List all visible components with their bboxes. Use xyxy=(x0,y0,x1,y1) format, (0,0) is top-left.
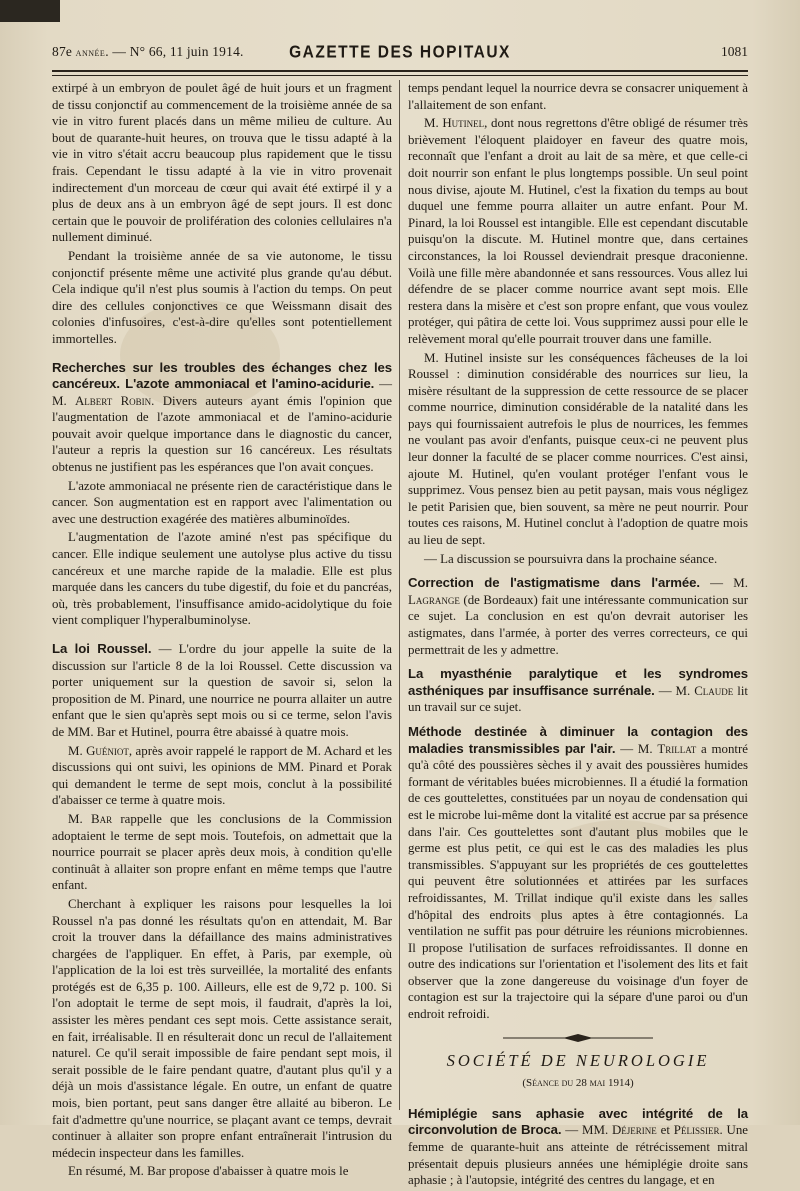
paragraph: L'azote ammoniacal ne présente rien de caractéristique dans le cancer. Son augmentation est en rapport avec l'alimentation ou avec une destruction exagérée des matières albuminoïdes. xyxy=(52,478,392,526)
paragraph: Pendant la troisième année de sa vie autonome, le tissu conjonctif présente même une activité plus grande qu'au début. Cela indique qu'il n'est plus soumis à l'action du temps. On peut dire des cellules conjonctives ce que Weissmann disait des colonies d'infusoires, c'est-à-dire qu'elles sont potentiellement immortelles. xyxy=(52,248,392,346)
author-name: Hutinel xyxy=(442,116,485,131)
seance-date xyxy=(408,1075,748,1092)
author-name: Albert Robin xyxy=(75,393,152,408)
paragraph-text: rappelle que les conclusions de la Commission adoptaient le terme de sept mois. Toutefois, on admettait que la nourrice pourrait se placer après deux mois, à condition qu'elle continuât à allaiter son propre enfant en même temps que l'autre enfant. xyxy=(52,811,392,893)
page-number: 1081 xyxy=(721,44,748,59)
issue-date: . — N° 66, 11 juin 1914. xyxy=(105,44,244,59)
edition: 87e xyxy=(52,44,76,59)
author-name: Guéniot xyxy=(86,743,129,758)
author-name: Lagrange xyxy=(408,592,460,607)
prefix: M. xyxy=(424,116,443,131)
section-title: Hémiplégie sans aphasie avec intégrité de la circonvolution de Broca. xyxy=(408,1105,748,1138)
conjunction: et xyxy=(656,1123,674,1138)
paragraph: L'augmentation de l'azote aminé n'est pas spécifique du cancer. Elle indique seulement une autolyse plus active du tissu cancéreux et une marche rapide de la maladie. Elle est plus marquée dans les cancers du tube digestif, du foie et du pancréas, où, très probablement, l'insuffisance amido-acidolytique du foie vient compliquer l'hyperalbuminolyse. xyxy=(52,530,392,628)
society-title: SOCIÉTÉ DE NEUROLOGIE xyxy=(446,1050,710,1070)
dash: — MM. xyxy=(561,1123,612,1138)
paragraph: En résumé, M. Bar propose d'abaisser à quatre mois le xyxy=(68,1164,349,1179)
seance-year: 1914) xyxy=(605,1077,634,1090)
paragraph: Cherchant à expliquer les raisons pour lesquelles la loi Roussel n'a pas donné les résultats qu'on en attendait, M. Bar croit la trouver dans la défaillance des mains administratives chargées de l'appliquer. En effet, à Paris, par exemple, où l'application de la loi est très surveillée, la mortalité des enfants protégés est de 6,35 p. 100. Ailleurs, elle est de 9,72 p. 100. Si l'on adoptait le terme de sept mois, il faudrait, d'après la loi, assister les mères pendant ces sept mois. Cette assistance serait, en fait, irréalisable. Il en résulterait donc un recul de l'allaitement naturel. Ce qu'il serait impossible de faire pendant sept mois, il serait possible de le faire pendant quatre, d'autant plus qu'il y a déjà un mois d'assistance légale. En outre, un enfant de quatre mois, bien portant, peut sans danger être allaité au biberon. Le fait d'admettre qu'une nourrice, se plaçant avant ce temps, devrait continuer à allaiter son propre enfant entraînerait l'intrusion du médecin inspecteur dans les familles. xyxy=(52,896,392,1160)
seance-month: mai xyxy=(589,1077,606,1090)
section-contagion xyxy=(408,724,748,1023)
paragraph: M. Hutinel insiste sur les conséquences fâcheuses de la loi Roussel : diminution considérable des nourrices sur lieu, la misère résultant de la suppression de cette ressource de se placer comme nourrice, diminution considérable de la natalité dans les pays qui fournissaient autrefois le plus de nourrices, les femmes ne voulant pas avoir d'enfants, puisque ceux-ci ne peuvent plus leur donner la faculté de se placer comme nourrices. C'est ainsi, ajoute M. Hutinel, qu'en voulant protéger l'enfant vous le supprimez. Vous pensez bien au petit paysan, mais vous négligez le petit Parisien que, bien souvent, sa mère ne peut nourrir. Pour toutes ces raisons, M. Hutinel conclut à l'adoption de quatre mois au lieu de sept. xyxy=(408,350,748,548)
seance-label: Séance du xyxy=(526,1077,574,1090)
dash: — M. xyxy=(699,576,748,591)
paragraph: — La discussion se poursuivra dans la prochaine séance. xyxy=(424,551,718,566)
section-cancer xyxy=(52,360,392,476)
dash: — M. xyxy=(654,683,695,698)
paragraph: temps pendant lequel la nourrice devra se consacrer uniquement à l'allaitement de son enfant. xyxy=(408,81,748,112)
paragraph xyxy=(408,115,748,347)
ornament-divider xyxy=(503,1033,653,1043)
binding-corner xyxy=(0,0,60,22)
author-name: Pélissier xyxy=(673,1123,720,1138)
left-column xyxy=(52,80,392,1182)
section-hemiplegie xyxy=(408,1106,748,1189)
paragraph xyxy=(52,743,392,809)
page-header xyxy=(52,44,748,66)
section-title: Correction de l'astigmatisme dans l'armée. xyxy=(408,575,700,591)
section-text: (de Bordeaux) fait une intéressante communication sur ce sujet. La conclusion en est qu'on devrait autoriser les astigmates, dans l'armée, à porter des verres correcteurs, ce qui permettrait de les y admettre. xyxy=(408,592,748,657)
section-myasthenie xyxy=(408,666,748,716)
section-text: a montré qu'à côté des poussières sèches il y avait des poussières humides formant de véritables buées microbiennes. Il a étudié la formation de ces gouttelettes, constituées par un noyau de condensation qui est le microbe lui-même dont la vitalité est accrue par sa présence dans l'air. Ces gouttelettes sont d'autant plus mobiles que le germe est plus petit, ce qui est le cas des maladies les plus transmissibles. S'appuyant sur les propriétés de ces gouttelettes qui peuvent être solutionnées et attirées par les surfaces refroidissantes, M. Trillat indique qu'il existe dans les salles d'hôpital des endroits plus aptes à être contagionnés. La ventilation ne suffit pas pour détruire les réunions microbiennes. Il propose l'utilisation de surfaces refroidissantes. Il donne en outre des indications sur l'orientation et l'isolement des lits et fait observer que la zone dangereuse du voisinage d'un foyer de contagion est sur la trajectoire qui la sépare d'une paroi ou d'un endroit refroidi. xyxy=(408,741,748,1022)
column-divider xyxy=(399,80,400,1110)
paren: ( xyxy=(522,1077,527,1090)
dash: — M. xyxy=(52,377,393,408)
paragraph: extirpé à un embryon de poulet âgé de huit jours et un fragment de tissu conjonctif au commencement de la troisième année de sa vie in vitro furent placés dans un même milieu de culture. Au bout de quarante-huit heures, on trouva que le tissu adapté à la vie in vitro s'était accru beaucoup plus rapidement que le tissu frais. Cependant le tissu adapté à la vie in vitro provenait indirectement d'un morceau de cœur qui avait été extirpé il y a plus de deux ans à un embryon âgé de sept jours. Il est donc certain que le pouvoir de prolifération des colonies cellulaires n'a nullement diminué. xyxy=(52,81,392,245)
paragraph-text: , après avoir rappelé le rapport de M. Achard et les discussions qui ont suivi, les opinions de MM. Pinard et Porak qui demandent le terme de sept mois, conclut à la possibilité d'abaisser ce terme à quatre mois. xyxy=(52,743,392,808)
section-title: Méthode destinée à diminuer la contagion des maladies transmissibles par l'air. xyxy=(408,723,748,756)
header-rule-thin xyxy=(52,75,748,76)
right-column xyxy=(408,80,748,1191)
section-title: La loi Roussel. xyxy=(52,641,152,656)
author-name: Bar xyxy=(90,811,113,826)
section-title: Recherches sur les troubles des échanges chez les cancéreux. L'azote ammoniacal et l'amino-acidurie. xyxy=(52,359,392,392)
section-loi-roussel xyxy=(52,641,392,741)
section-title: La myasthénie paralytique et les syndromes asthéniques par insuffisance surrénale. xyxy=(408,666,748,698)
author-name: Claude xyxy=(694,683,734,698)
header-rule-thick xyxy=(52,70,748,72)
section-text: — L'ordre du jour appelle la suite de la discussion sur l'article 8 de la loi Roussel. Cette discussion va porter uniquement sur la question de savoir si, selon la proposition de M. Pinard, une nourrice ne pourra allaiter un autre enfant que le sien qu'après sept mois ou si ce terme, selon l'avis de MM. Bar et Hutinel, pourra être abaissé à quatre mois. xyxy=(52,642,392,739)
annee-label: année xyxy=(75,47,106,59)
journal-title: GAZETTE DES HOPITAUX xyxy=(289,42,511,63)
paragraph-text: , dont nous regrettons d'être obligé de résumer très brièvement l'éloquent plaidoyer en faveur des quatre mois, reconnaît que l'enfant a droit au lait de sa mère, et que celle-ci doit nourrir son enfant le plus longtemps possible. Un seul point nous divise, ajoute M. Hutinel, c'est la fixation du temps au bout duquel une femme pourra allaiter un autre enfant. Pour M. Pinard, la loi Roussel est intangible. Elle est cependant discutable puisqu'on la discute. M. Hutinel montre que, dans certaines circonstances, la loi Roussel deviendrait presque draconienne. Voilà une fille mère abandonnée et sans ressources. Vous allez lui défendre de se placer comme nourrice avant sept mois. Elle restera dans la misère et c'est son propre enfant, que vous voulez protéger, qui pâtira de cette loi. Vous supprimez aussi pour elle le relèvement moral qu'elle pourrait trouver dans une famille. xyxy=(408,116,748,346)
dash: — M. xyxy=(615,741,658,756)
seance-day: 28 xyxy=(573,1077,590,1090)
paragraph xyxy=(52,811,392,894)
section-text: . Divers auteurs ayant émis l'opinion que l'augmentation de l'azote ammoniacal et de l'amino-acidurie pouvait avoir quelque importance dans le diagnostic du cancer, l'auteur a repris la question sur 16 cancéreux. Les résultats obtenus ne justifient pas les espérances que l'on avait conçues. xyxy=(52,393,392,475)
prefix: M. xyxy=(68,743,87,758)
section-text: lit un travail sur ce sujet. xyxy=(408,683,748,715)
prefix: M. xyxy=(68,811,91,826)
section-text: . Une femme de quarante-huit ans atteinte de rétrécissement mitral présentait depuis plusieurs années une hémiplégie droite sans aphasie ; à l'autopsie, intégrité des centres du langage, et en xyxy=(408,1123,749,1188)
author-name: Déjerine xyxy=(612,1123,657,1138)
section-astigmatisme xyxy=(408,575,748,658)
author-name: Trillat xyxy=(657,741,697,756)
